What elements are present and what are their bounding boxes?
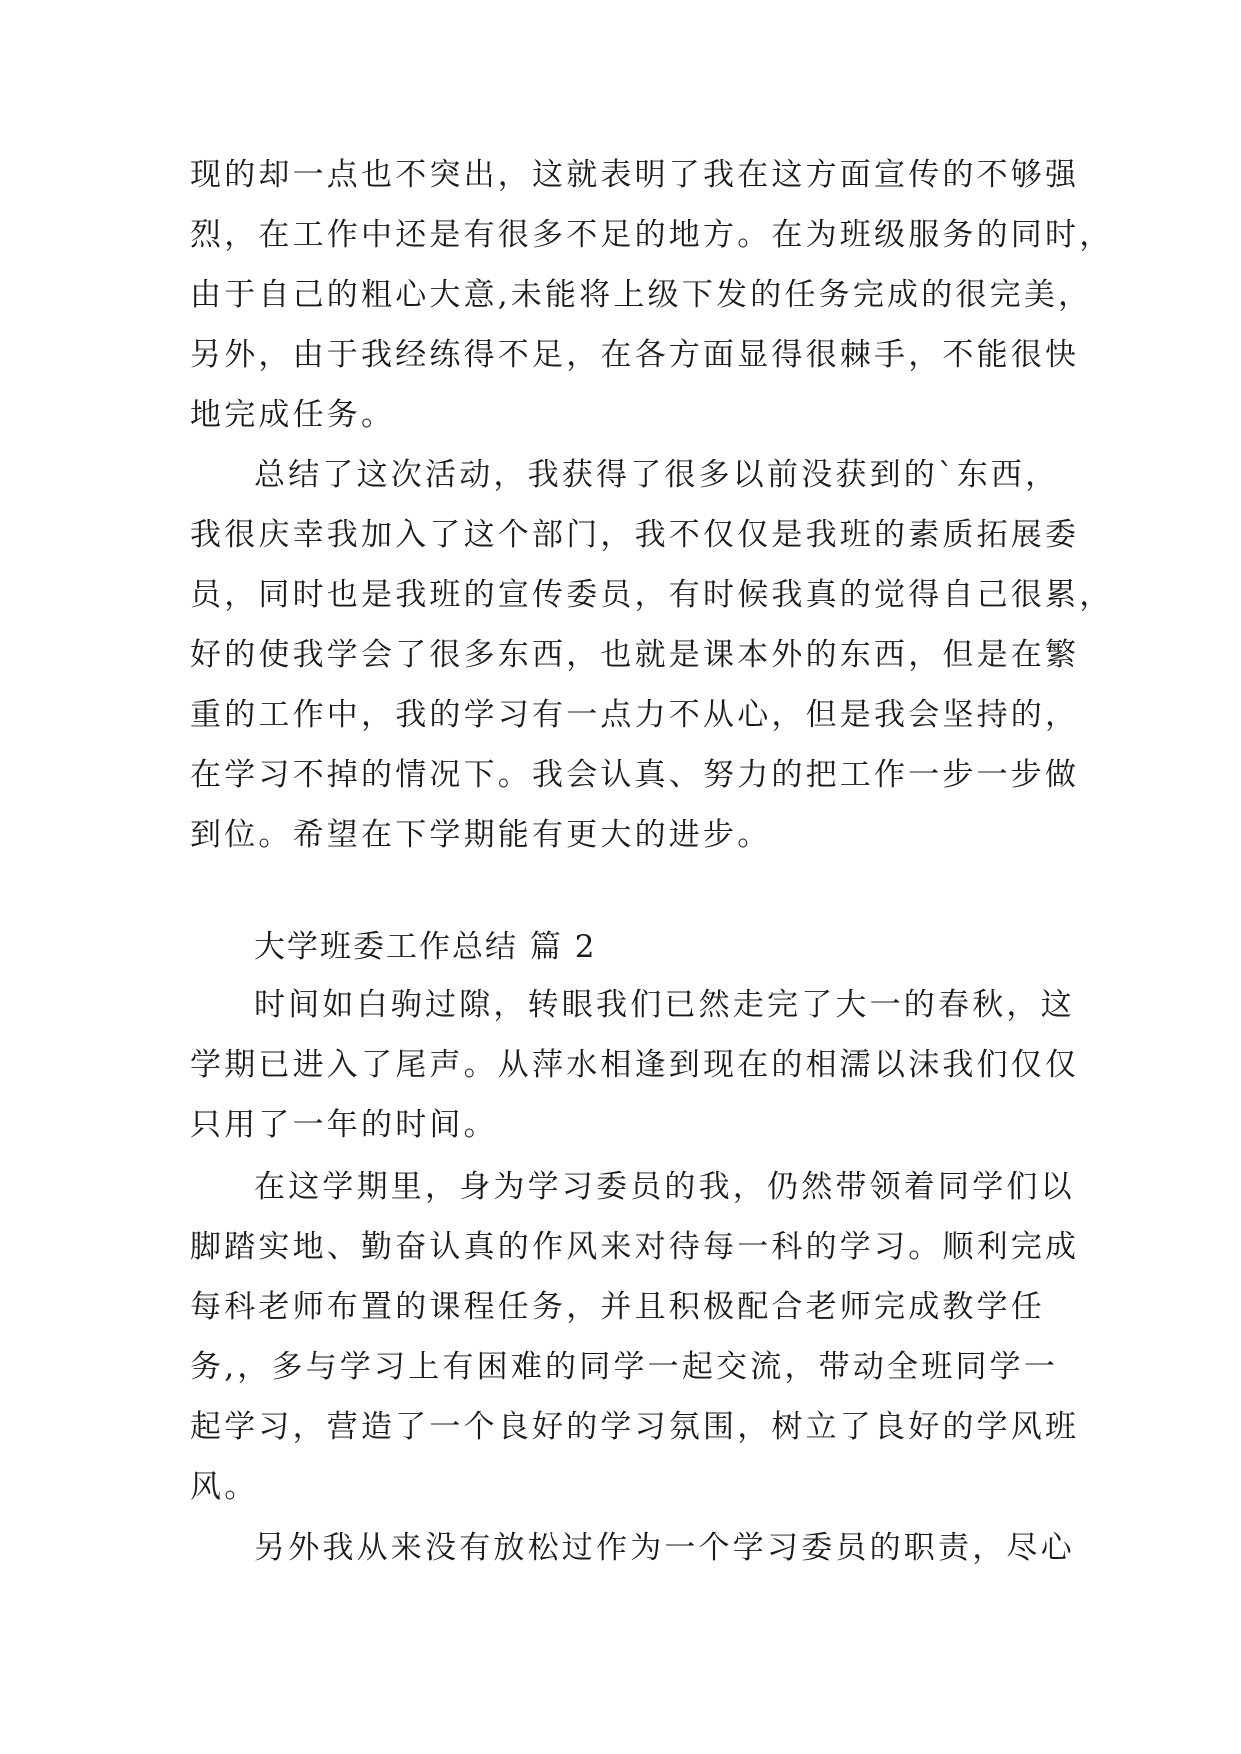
paragraph-line: 烈，在工作中还是有很多不足的地方。在为班级服务的同时，	[190, 217, 1114, 253]
paragraph-line: 脚踏实地、勤奋认真的作风来对待每一科的学习。顺利完成	[190, 1229, 1080, 1265]
paragraph-line: 由于自己的粗心大意,未能将上级下发的任务完成的很完美，	[190, 277, 1093, 313]
paragraph-line: 总结了这次活动，我获得了很多以前没获到的`东西，	[254, 457, 1060, 493]
paragraph-line: 学期已进入了尾声。从萍水相逢到现在的相濡以沫我们仅仅	[190, 1047, 1080, 1083]
paragraph-line: 时间如白驹过隙，转眼我们已然走完了大一的春秋，这	[254, 987, 1075, 1023]
paragraph-line: 到位。希望在下学期能有更大的进步。	[190, 817, 772, 853]
paragraph-line: 每科老师布置的课程任务，并且积极配合老师完成教学任	[190, 1289, 1045, 1325]
paragraph-line: 在学习不掉的情况下。我会认真、努力的把工作一步一步做	[190, 757, 1080, 793]
paragraph-line: 风。	[190, 1469, 259, 1505]
paragraph-line: 地完成任务。	[190, 397, 396, 433]
section-heading: 大学班委工作总结 篇 2	[254, 929, 597, 965]
paragraph-line: 好的使我学会了很多东西，也就是课本外的东西，但是在繁	[190, 637, 1080, 673]
paragraph-line: 务,，多与学习上有困难的同学一起交流，带动全班同学一	[190, 1349, 1059, 1385]
paragraph-line: 我很庆幸我加入了这个部门，我不仅仅是我班的素质拓展委	[190, 517, 1080, 553]
paragraph-line: 员，同时也是我班的宣传委员，有时候我真的觉得自己很累，	[190, 577, 1114, 613]
paragraph-line: 只用了一年的时间。	[190, 1107, 498, 1143]
paragraph-line: 重的工作中，我的学习有一点力不从心，但是我会坚持的，	[190, 697, 1080, 733]
paragraph-line: 起学习，营造了一个良好的学习氛围，树立了良好的学风班	[190, 1409, 1080, 1445]
paragraph-line: 另外我从来没有放松过作为一个学习委员的职责，尽心	[254, 1530, 1075, 1566]
paragraph-line: 在这学期里，身为学习委员的我，仍然带领着同学们以	[254, 1169, 1075, 1205]
paragraph-line: 另外，由于我经练得不足，在各方面显得很棘手，不能很快	[190, 337, 1080, 373]
paragraph-line: 现的却一点也不突出，这就表明了我在这方面宣传的不够强	[190, 157, 1080, 193]
